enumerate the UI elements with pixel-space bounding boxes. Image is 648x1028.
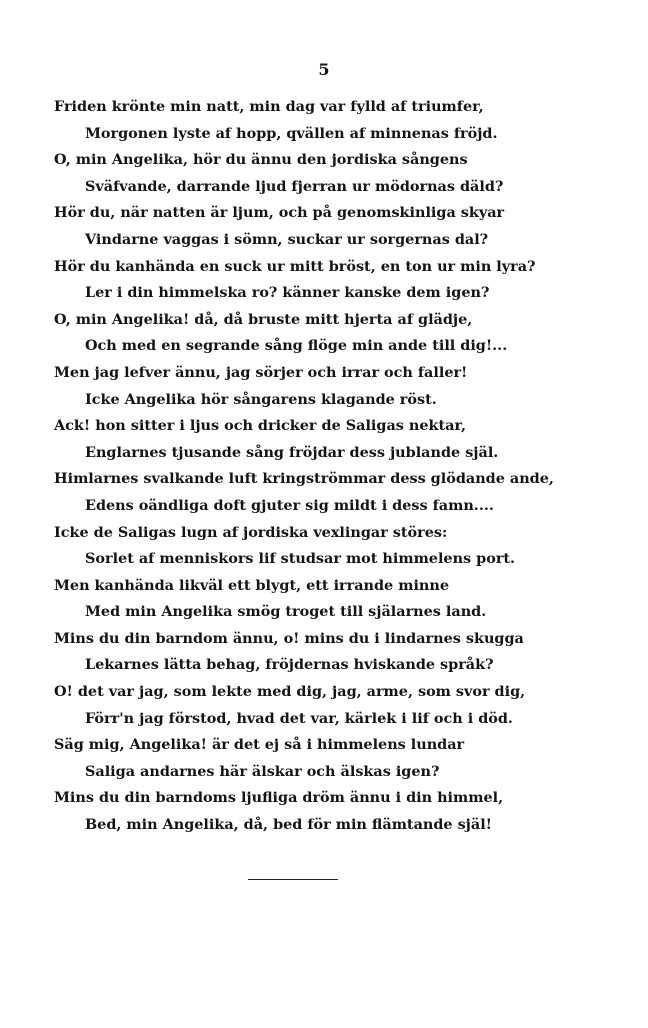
poem-line: Men kanhända likväl ett blygt, ett irrande minne	[54, 576, 449, 594]
section-divider	[248, 879, 338, 880]
poem-line: O! det var jag, som lekte med dig, jag, arme, som svor dig,	[54, 683, 526, 701]
poem-line: Vindarne vaggas i sömn, suckar ur sorgernas dal?	[85, 230, 489, 248]
poem-line: O, min Angelika! då, då bruste mitt hjerta af glädje,	[54, 310, 473, 328]
page-number: 5	[318, 60, 330, 79]
poem-line: Saliga andarnes här älskar och älskas igen?	[85, 762, 440, 780]
poem-line: Edens oändliga doft gjuter sig mildt i dess famn....	[85, 496, 494, 514]
poem-line: Och med en segrande sång flöge min ande till dig!...	[85, 337, 508, 355]
poem-line: Ler i din himmelska ro? känner kanske dem igen?	[85, 284, 490, 302]
poem-line: Med min Angelika smög troget till själarnes land.	[85, 603, 487, 621]
poem-line: Icke Angelika hör sångarens klagande röst.	[85, 390, 437, 408]
poem-line: Sväfvande, darrande ljud fjerran ur mödornas däld?	[85, 177, 504, 195]
poem-line: O, min Angelika, hör du ännu den jordiska sångens	[54, 151, 468, 169]
poem-line: Hör du kanhända en suck ur mitt bröst, en ton ur min lyra?	[54, 257, 536, 275]
poem-line: Mins du din barndom ännu, o! mins du i lindarnes skugga	[54, 629, 524, 647]
poem-line: Hör du, när natten är ljum, och på genomskinliga skyar	[54, 204, 505, 222]
poem	[54, 94, 594, 839]
poem-line: Sorlet af menniskors lif studsar mot himmelens port.	[85, 550, 516, 568]
poem-line: Säg mig, Angelika! är det ej så i himmelens lundar	[54, 736, 465, 754]
poem-line: Lekarnes lätta behag, fröjdernas hviskande språk?	[85, 656, 494, 674]
poem-line: Mins du din barndoms ljufliga dröm ännu i din himmel,	[54, 789, 504, 807]
poem-line: Friden krönte min natt, min dag var fylld af triumfer,	[54, 98, 484, 115]
poem-line: Englarnes tjusande sång fröjdar dess jublande själ.	[85, 443, 499, 461]
poem-line: Men jag lefver ännu, jag sörjer och irrar och faller!	[54, 363, 468, 381]
poem-line: Bed, min Angelika, då, bed för min flämtande själ!	[85, 816, 492, 834]
poem-line: Morgonen lyste af hopp, qvällen af minnenas fröjd.	[85, 124, 498, 142]
poem-line: Himlarnes svalkande luft kringströmmar dess glödande ande,	[54, 470, 554, 488]
poem-line: Förr'n jag förstod, hvad det var, kärlek i lif och i död.	[85, 709, 513, 727]
poem-line: Icke de Saligas lugn af jordiska vexlingar störes:	[54, 523, 448, 541]
poem-line: Ack! hon sitter i ljus och dricker de Saligas nektar,	[54, 417, 467, 435]
